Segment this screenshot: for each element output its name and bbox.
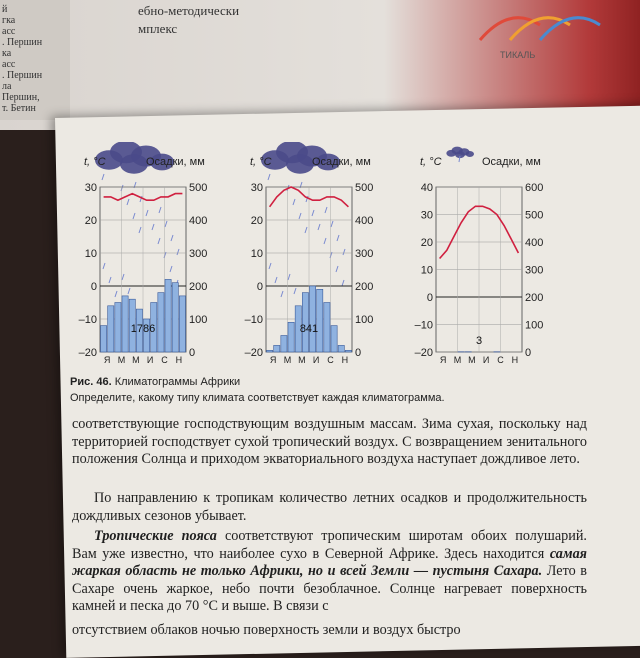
rain-drop <box>305 227 307 233</box>
left-tick-label: 20 <box>85 215 97 227</box>
precip-bar <box>331 326 337 352</box>
climatogram-2 <box>240 142 390 367</box>
rain-drop <box>103 263 105 269</box>
rain-drop <box>331 221 333 227</box>
rain-drop <box>177 249 179 255</box>
rain-drop <box>133 213 135 219</box>
rain-drop <box>122 274 124 280</box>
right-tick-label: 300 <box>525 265 543 277</box>
figure-caption <box>70 376 240 388</box>
figure-task: Определите, какому типу климата соответствует каждая климатограмма. <box>70 392 445 404</box>
precip-bar <box>267 350 273 352</box>
month-label: М <box>454 355 462 365</box>
paragraph-1: соответствующие господствующим воздушным массам. Зима сухая, поскольку над территорией господствует сухой тропический воздух. С возвращением зенитального положения Солнца и приходом экваториального воздуха наступает дождливое лето. <box>72 416 587 469</box>
month-label: М <box>284 355 292 365</box>
publisher-logo <box>470 0 610 70</box>
left-tick-label: –20 <box>79 347 97 359</box>
right-tick-label: 500 <box>189 182 207 194</box>
rain-drop <box>165 221 167 227</box>
left-tick-label: 30 <box>85 182 97 194</box>
rain-drop <box>127 199 129 205</box>
rain-drop <box>275 277 277 283</box>
left-tick-label: –20 <box>415 347 433 359</box>
right-tick-label: 200 <box>189 281 207 293</box>
month-label: Я <box>104 355 111 365</box>
left-tick-label: 0 <box>91 281 97 293</box>
rain-drop <box>171 235 173 241</box>
month-label: С <box>161 355 168 365</box>
left-tick-label: 0 <box>257 281 263 293</box>
rain-drop <box>288 274 290 280</box>
month-label: М <box>298 355 306 365</box>
climatogram-3 <box>410 142 560 367</box>
left-tick-label: 30 <box>251 182 263 194</box>
precip-bar <box>165 279 171 352</box>
month-label: Н <box>512 355 518 365</box>
right-tick-label: 500 <box>525 210 543 222</box>
paragraph-3-continuation: отсутствием облаков ночью поверхность земли и воздух быстро <box>72 622 587 640</box>
publisher-logo-text: ТИКАЛЬ <box>500 50 535 60</box>
precip-axis-label: Осадки, мм <box>312 156 371 168</box>
right-tick-label: 400 <box>355 215 373 227</box>
month-label: С <box>327 355 334 365</box>
precip-bar <box>281 336 287 353</box>
term-tropical-belts: Тропические пояса <box>94 528 217 544</box>
right-tick-label: 400 <box>189 215 207 227</box>
climatogram-1 <box>74 142 224 367</box>
cloud-part <box>466 151 474 157</box>
left-tick-label: 10 <box>85 248 97 260</box>
precip-bar <box>101 326 107 352</box>
month-label: Я <box>270 355 277 365</box>
annual-precip-label: 1786 <box>131 323 155 335</box>
rain-drop <box>109 277 111 283</box>
rain-drop <box>337 235 339 241</box>
precip-bar <box>274 345 280 352</box>
annual-precip-label: 3 <box>476 335 482 347</box>
back-page-left-column: й гка асс . Першин ка асс . Першин ла Першин, т. Бетин <box>2 4 42 114</box>
rain-drop <box>159 207 161 213</box>
right-tick-label: 0 <box>525 347 531 359</box>
rain-drop <box>128 288 130 294</box>
month-label: М <box>118 355 126 365</box>
right-tick-label: 100 <box>525 320 543 332</box>
cloud-part <box>286 154 314 174</box>
precip-bar <box>288 322 294 352</box>
left-tick-label: –10 <box>245 314 263 326</box>
left-tick-label: 30 <box>421 210 433 222</box>
right-tick-label: 300 <box>189 248 207 260</box>
paragraph-3: Тропические пояса соответствуют тропическим широтам обоих полушарий. Вам уже известно, что наиболее сухо в Северной Африке. Здесь находится самая жаркая область не только Африки, но и всей Земли — пустыня Сахара. Лето в Сахаре очень жаркое, небо почти безоблачное. Солнце нагревает поверхность камней и песка до 70 °С и выше. В связи с <box>72 528 587 616</box>
rain-drop <box>342 280 344 286</box>
left-tick-label: 10 <box>421 265 433 277</box>
rain-drop <box>269 263 271 269</box>
month-label: С <box>497 355 504 365</box>
left-tick-label: 10 <box>251 248 263 260</box>
precip-bar <box>115 303 121 353</box>
rain-drop <box>336 266 338 272</box>
rain-drop <box>312 210 314 216</box>
rain-drop <box>299 213 301 219</box>
annual-precip-label: 841 <box>300 323 318 335</box>
precip-bar <box>317 289 323 352</box>
rain-drop <box>146 210 148 216</box>
cloud-part <box>120 154 148 174</box>
paragraph-2: По направлению к тропикам количество летних осадков и продолжительность дождливых сезонов убывает. <box>72 490 587 525</box>
precip-bar <box>172 283 178 352</box>
rain-drop <box>324 238 326 244</box>
precip-bar <box>324 303 330 353</box>
month-label: М <box>132 355 140 365</box>
right-tick-label: 100 <box>355 314 373 326</box>
precip-bar <box>310 286 316 352</box>
rain-drop <box>294 288 296 294</box>
right-tick-label: 300 <box>355 248 373 260</box>
right-tick-label: 500 <box>355 182 373 194</box>
left-tick-label: 40 <box>421 182 433 194</box>
month-label: И <box>483 355 489 365</box>
rain-drop <box>281 291 283 297</box>
month-label: И <box>313 355 319 365</box>
temp-axis-label: t, °C <box>250 156 272 168</box>
month-label: Н <box>342 355 349 365</box>
highlight-sahara: самая жаркая область не только Африки, но и всей Земли — пустыня Сахара. <box>72 546 587 580</box>
rain-drop <box>325 207 327 213</box>
precip-axis-label: Осадки, мм <box>146 156 205 168</box>
left-tick-label: 20 <box>251 215 263 227</box>
rain-drop <box>318 224 320 230</box>
rain-drop <box>152 224 154 230</box>
figure-title: Климатограммы Африки <box>115 376 241 388</box>
left-tick-label: –10 <box>79 314 97 326</box>
left-tick-label: 20 <box>421 237 433 249</box>
precip-axis-label: Осадки, мм <box>482 156 541 168</box>
right-tick-label: 0 <box>189 347 195 359</box>
left-tick-label: –10 <box>415 320 433 332</box>
rain-drop <box>343 249 345 255</box>
rain-drop <box>268 174 270 180</box>
precip-bar <box>338 345 344 352</box>
precip-bar <box>108 306 114 352</box>
precip-bar <box>122 296 128 352</box>
right-tick-label: 200 <box>525 292 543 304</box>
figure-number: Рис. 46. <box>70 376 112 388</box>
rain-drop <box>102 174 104 180</box>
temp-axis-label: t, °C <box>84 156 106 168</box>
right-tick-label: 0 <box>355 347 361 359</box>
rain-drop <box>293 199 295 205</box>
rain-drop <box>115 291 117 297</box>
precip-bar <box>158 293 164 352</box>
temp-axis-label: t, °C <box>420 156 442 168</box>
rain-drop <box>170 266 172 272</box>
precip-bar <box>179 296 185 352</box>
left-tick-label: –20 <box>245 347 263 359</box>
right-tick-label: 400 <box>525 237 543 249</box>
rain-drop <box>158 238 160 244</box>
right-tick-label: 600 <box>525 182 543 194</box>
month-label: Я <box>440 355 447 365</box>
back-page-top-text: ебно-методически мплекс <box>138 2 239 38</box>
month-label: М <box>468 355 476 365</box>
precip-bar <box>345 350 351 352</box>
month-label: Н <box>176 355 183 365</box>
right-tick-label: 100 <box>189 314 207 326</box>
rain-drop <box>139 227 141 233</box>
month-label: И <box>147 355 153 365</box>
right-tick-label: 200 <box>355 281 373 293</box>
left-tick-label: 0 <box>427 292 433 304</box>
